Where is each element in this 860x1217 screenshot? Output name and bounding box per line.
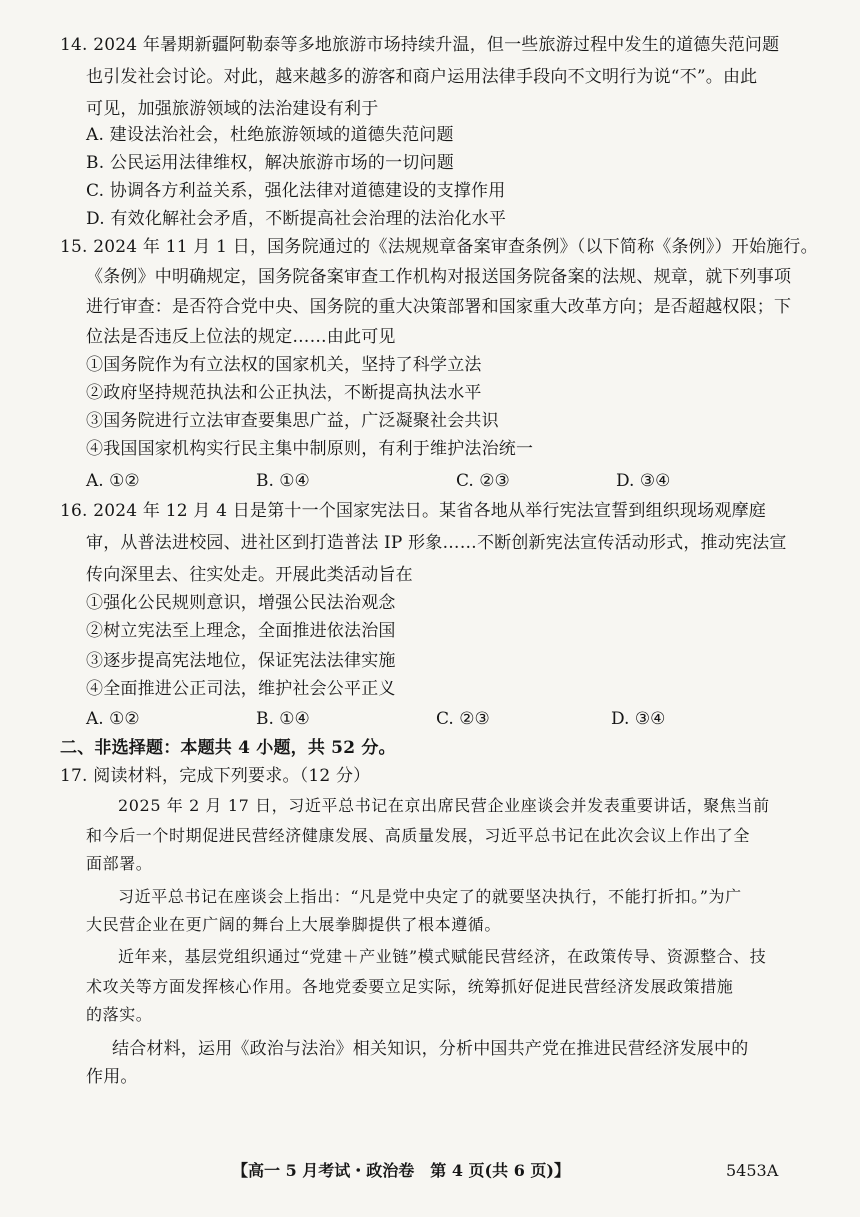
q15-choices <box>86 470 786 492</box>
q17-stem: 17. 阅读材料，完成下列要求。（12 分） <box>60 766 371 786</box>
q17-para3-line3: 的落实。 <box>86 1005 153 1024</box>
q16-choice-a: A. ①② <box>86 709 140 729</box>
q15-choice-d: D. ③④ <box>616 471 671 491</box>
q17-para2-line1: 习近平总书记在座谈会上指出：“凡是党中央定了的就要坚决执行，不能打折扣。”为广 <box>118 887 742 906</box>
q15-choice-c: C. ②③ <box>456 471 510 491</box>
q17-para2-line2: 大民营企业在更广阔的舞台上大展拳脚提供了根本遵循。 <box>86 915 502 934</box>
q14-option-b: B. 公民运用法律维权，解决旅游市场的一切问题 <box>86 153 454 173</box>
page-footer-label: 【高一 5 月考试・政治卷 第 4 页(共 6 页)】 <box>232 1161 570 1180</box>
paper-code: 5453A <box>726 1161 779 1180</box>
q16-choice-b: B. ①④ <box>256 709 310 729</box>
q17-question-line2: 作用。 <box>86 1067 138 1087</box>
q16-statement-4: ④全面推进公正司法，维护社会公平正义 <box>86 679 396 699</box>
q15-statement-3: ③国务院进行立法审查要集思广益，广泛凝聚社会共识 <box>86 411 499 431</box>
q17-question-line1: 结合材料，运用《政治与法治》相关知识，分析中国共产党在推进民营经济发展中的 <box>112 1039 749 1059</box>
q16-statement-2: ②树立宪法至上理念，全面推进依法治国 <box>86 621 396 641</box>
q14-option-a: A. 建设法治社会，杜绝旅游领域的道德失范问题 <box>86 125 454 145</box>
q14-stem-line1: 14. 2024 年暑期新疆阿勒泰等多地旅游市场持续升温，但一些旅游过程中发生的道德失范问题 <box>60 35 780 55</box>
q15-statement-1: ①国务院作为有立法权的国家机关，坚持了科学立法 <box>86 355 482 375</box>
q14-stem-line3: 可见，加强旅游领域的法治建设有利于 <box>86 99 379 119</box>
q17-para3-line1: 近年来，基层党组织通过“党建＋产业链”模式赋能民营经济，在政策传导、资源整合、技 <box>118 947 767 966</box>
q16-choices <box>86 708 786 730</box>
q15-statement-2: ②政府坚持规范执法和公正执法，不断提高执法水平 <box>86 383 482 403</box>
q15-statement-4: ④我国国家机构实行民主集中制原则，有利于维护法治统一 <box>86 439 534 459</box>
q16-stem-line2: 审，从普法进校园、进社区到打造普法 IP 形象……不断创新宪法宣传活动形式，推动宪法宣 <box>86 533 787 553</box>
q16-choice-d: D. ③④ <box>611 709 666 729</box>
q17-para1-line3: 面部署。 <box>86 854 153 873</box>
q16-statement-1: ①强化公民规则意识，增强公民法治观念 <box>86 593 396 613</box>
q15-choice-a: A. ①② <box>86 471 140 491</box>
q14-option-c: C. 协调各方利益关系，强化法律对道德建设的支撑作用 <box>86 181 506 201</box>
q15-choice-b: B. ①④ <box>256 471 310 491</box>
q15-stem-line2: 《条例》中明确规定，国务院备案审查工作机构对报送国务院备案的法规、规章，就下列事项 <box>86 267 792 287</box>
q14-option-d: D. 有效化解社会矛盾，不断提高社会治理的法治化水平 <box>86 209 507 229</box>
q17-para3-line2: 术攻关等方面发挥核心作用。各地党委要立足实际，统筹抓好促进民营经济发展政策措施 <box>86 977 734 996</box>
q15-stem-line4: 位法是否违反上位法的规定……由此可见 <box>86 327 396 347</box>
q16-statement-3: ③逐步提高宪法地位，保证宪法法律实施 <box>86 651 396 671</box>
q16-stem-line3: 传向深里去、往实处走。开展此类活动旨在 <box>86 565 413 585</box>
q17-para1-line1: 2025 年 2 月 17 日，习近平总书记在京出席民营企业座谈会并发表重要讲话，聚焦当前 <box>118 796 770 815</box>
q15-stem-line1: 15. 2024 年 11 月 1 日，国务院通过的《法规规章备案审查条例》（以下简称《条例》）开始施行。 <box>60 237 818 257</box>
section-2-heading: 二、非选择题：本题共 4 小题，共 52 分。 <box>60 738 396 758</box>
q17-para1-line2: 和今后一个时期促进民营经济健康发展、高质量发展，习近平总书记在此次会议上作出了全 <box>86 826 751 845</box>
q14-stem-line2: 也引发社会讨论。对此，越来越多的游客和商户运用法律手段向不文明行为说“不”。由此 <box>86 67 758 87</box>
q15-stem-line3: 进行审查：是否符合党中央、国务院的重大决策部署和国家重大改革方向；是否超越权限；下 <box>86 297 792 317</box>
q16-stem-line1: 16. 2024 年 12 月 4 日是第十一个国家宪法日。某省各地从举行宪法宣誓到组织现场观摩庭 <box>60 501 766 521</box>
q16-choice-c: C. ②③ <box>436 709 490 729</box>
